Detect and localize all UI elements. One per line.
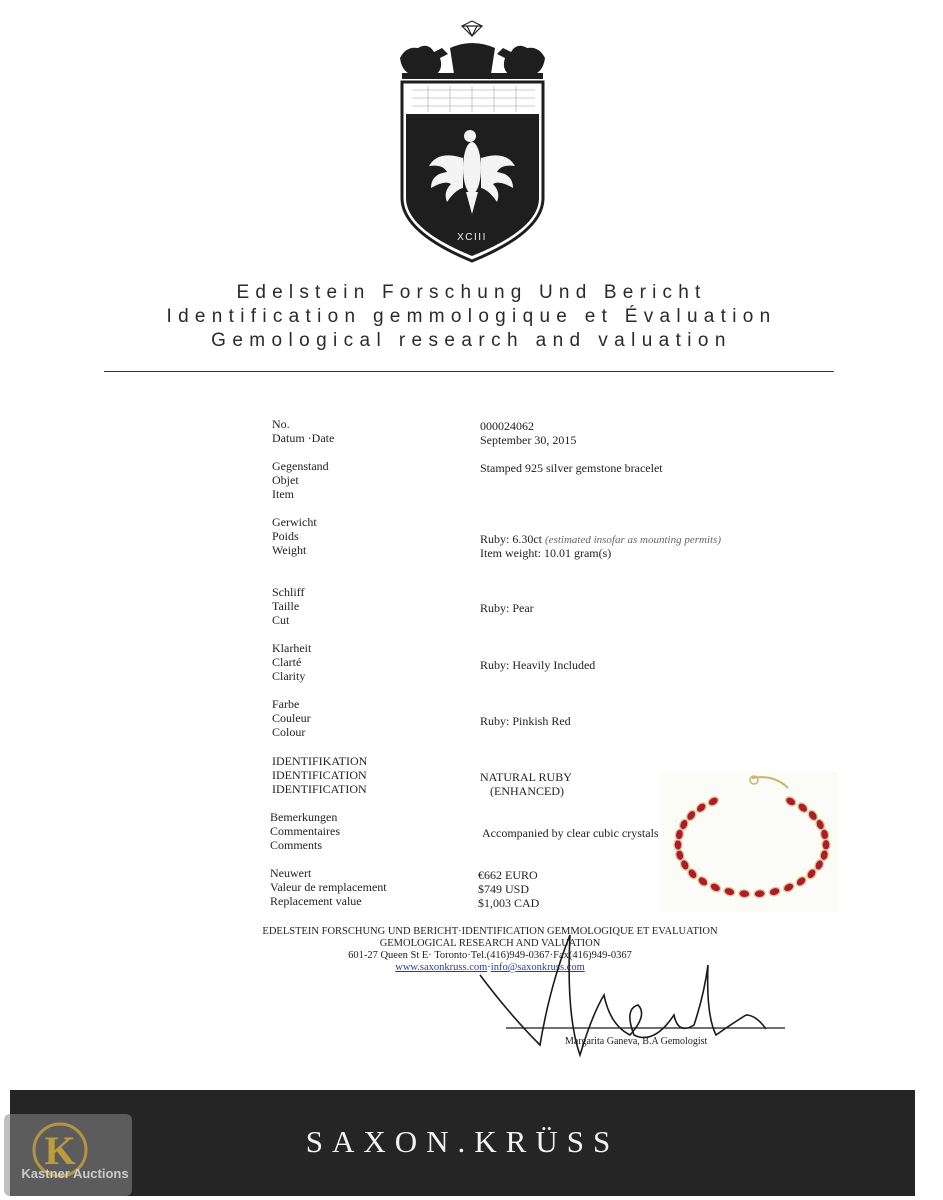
footer-address-line: 601-27 Queen St E· Toronto·Tel.(416)949-0367·Fax(416)949-0367	[348, 950, 632, 961]
weight-value	[480, 532, 721, 547]
comments-value: Accompanied by clear cubic crystals	[482, 826, 659, 840]
identification-value: NATURAL RUBY	[480, 770, 572, 784]
weight-label-fr: Poids	[272, 529, 299, 543]
svg-text:K: K	[44, 1128, 76, 1173]
comments-label-de: Bemerkungen	[270, 810, 338, 824]
weight-label-de: Gerwicht	[272, 515, 317, 529]
comments-label-fr: Commentaires	[270, 824, 340, 838]
item-label-fr: Objet	[272, 473, 299, 487]
clarity-value: Ruby: Heavily Included	[480, 658, 596, 672]
comments-label-en: Comments	[270, 838, 323, 852]
ruby-stone	[738, 889, 750, 898]
bracelet-photo	[660, 772, 838, 912]
cut-label-en: Cut	[272, 613, 290, 627]
weight-carat: Ruby: 6.30ct	[480, 532, 542, 546]
replacement-value-eur: €662 EURO	[478, 868, 538, 882]
header-rule	[104, 371, 834, 372]
colour-value: Ruby: Pinkish Red	[480, 714, 571, 728]
header-line-french: Identification gemmologique et Évaluation	[166, 306, 777, 327]
replacement-label-en: Replacement value	[270, 894, 362, 908]
cut-label-fr: Taille	[272, 599, 300, 613]
clarity-label-en: Clarity	[272, 669, 306, 683]
weight-label-en: Weight	[272, 543, 307, 557]
weight-note: (estimated insofar as mounting permits)	[545, 534, 721, 546]
watermark-text: Kastner Auctions	[21, 1166, 129, 1181]
ruby-stone	[674, 839, 682, 850]
header-line-english: Gemological research and valuation	[211, 330, 732, 351]
clarity-label-de: Klarheit	[272, 641, 312, 655]
crest-numeral: XCIII	[457, 232, 487, 243]
footer-subtitle-line: GEMOLOGICAL RESEARCH AND VALUATION	[379, 938, 601, 949]
item-weight-value: Item weight: 10.01 gram(s)	[480, 546, 612, 560]
cut-value: Ruby: Pear	[480, 601, 534, 615]
colour-label-en: Colour	[272, 725, 306, 739]
item-label-en: Item	[272, 487, 294, 501]
ruby-stone	[754, 889, 766, 898]
identification-label-en: IDENTIFICATION	[272, 782, 367, 796]
item-value: Stamped 925 silver gemstone bracelet	[480, 461, 663, 475]
identification-label-fr: IDENTIFICATION	[272, 768, 367, 782]
colour-label-fr: Couleur	[272, 711, 311, 725]
signatory-name: Margarita Ganeva, B.A Gemologist	[565, 1036, 708, 1047]
diamond-icon	[462, 21, 482, 36]
ruby-stone	[822, 839, 830, 850]
brand-name: SAXON.KRÜSS	[305, 1124, 620, 1159]
email-link[interactable]: info@saxonkruss.com	[490, 962, 585, 973]
identification-label-de: IDENTIFIKATION	[272, 754, 368, 768]
signature-scribble	[470, 925, 790, 1075]
header-line-german: Edelstein Forschung Und Bericht	[236, 282, 707, 303]
date-label: Datum ·Date	[272, 431, 335, 445]
lions-icon	[400, 43, 545, 79]
no-label: No.	[272, 417, 290, 431]
no-value: 000024062	[480, 419, 534, 433]
clarity-label-fr: Clarté	[272, 655, 302, 669]
colour-label-de: Farbe	[272, 697, 300, 711]
item-label-de: Gegenstand	[272, 459, 329, 473]
crest-logo	[380, 18, 565, 268]
date-value: September 30, 2015	[480, 433, 577, 447]
cut-label-de: Schliff	[272, 585, 305, 599]
replacement-label-fr: Valeur de remplacement	[270, 880, 387, 894]
replacement-value-cad: $1,003 CAD	[478, 896, 540, 910]
replacement-value-usd: $749 USD	[478, 882, 530, 896]
replacement-label-de: Neuwert	[270, 866, 312, 880]
auction-watermark	[0, 1112, 135, 1198]
footer-company-line: EDELSTEIN FORSCHUNG UND BERICHT·IDENTIFICATION GEMMOLOGIQUE ET EVALUATION	[262, 926, 718, 937]
identification-value-enhanced: (ENHANCED)	[490, 784, 564, 798]
footer-link-separator: ·	[487, 962, 491, 973]
website-link[interactable]: www.saxonkruss.com	[395, 962, 488, 973]
